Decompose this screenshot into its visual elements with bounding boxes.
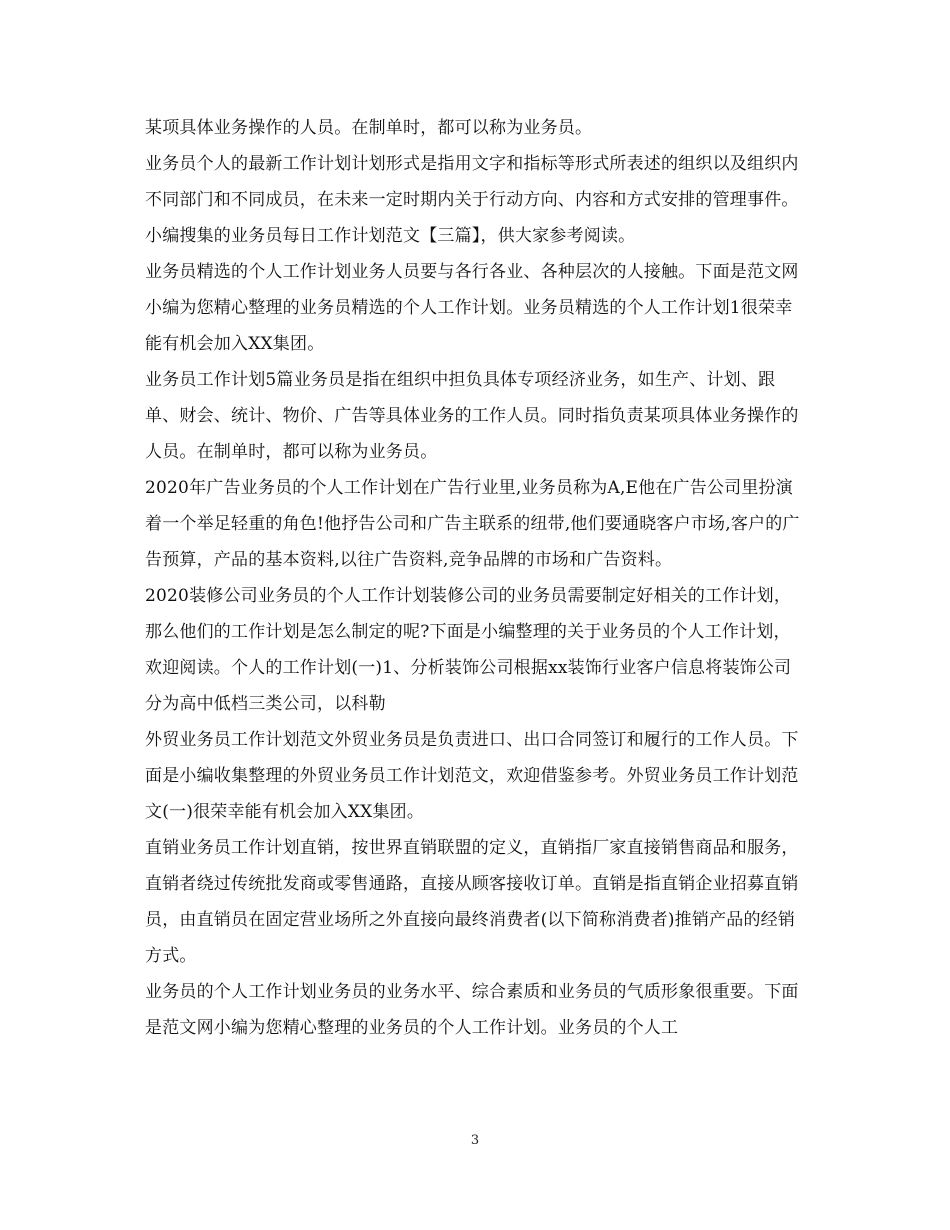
- paragraph: 某项具体业务操作的人员。在制单时，都可以称为业务员。: [145, 118, 593, 138]
- paragraph: 业务员工作计划5篇业务员是指在组织中担负具体专项经济业务，如生产、计划、跟单、财会、统计、物价、广告等具体业务的工作人员。同时指负责某项具体业务操作的人员。在制单时，都可以称为业务员。: [145, 370, 799, 462]
- paragraph: 2020年广告业务员的个人工作计划在广告行业里,业务员称为A,E他在广告公司里扮演着一个举足轻重的角色!他抒告公司和广告主联系的纽带,他们要通晓客户市场,客户的广告预算，产品的基本资料,以往广告资料,竞争品牌的市场和广告资料。: [145, 478, 800, 570]
- paragraph: 业务员精选的个人工作计划业务人员要与各行各业、各种层次的人接触。下面是范文网小编为您精心整理的业务员精选的个人工作计划。业务员精选的个人工作计划1很荣幸能有机会加入XX集团。: [145, 262, 799, 354]
- paragraph: 业务员的个人工作计划业务员的业务水平、综合素质和业务员的气质形象很重要。下面是范文网小编为您精心整理的业务员的个人工作计划。业务员的个人工: [145, 982, 799, 1038]
- paragraph: 业务员个人的最新工作计划计划形式是指用文字和指标等形式所表述的组织以及组织内不同部门和不同成员，在未来一定时期内关于行动方向、内容和方式安排的管理事件。小编搜集的业务员每日工作计划范文【三篇】，供大家参考阅读。: [145, 154, 799, 246]
- page-number: 3: [470, 1133, 480, 1148]
- paragraph: 直销业务员工作计划直销，按世界直销联盟的定义，直销指厂家直接销售商品和服务，直销者绕过传统批发商或零售通路，直接从顾客接收订单。直销是指直销企业招募直销员，由直销员在固定营业场所之外直接向最终消费者(以下简称消费者)推销产品的经销方式。: [145, 838, 799, 966]
- paragraph: 外贸业务员工作计划范文外贸业务员是负责进口、出口合同签订和履行的工作人员。下面是小编收集整理的外贸业务员工作计划范文，欢迎借鉴参考。外贸业务员工作计划范文(一)很荣幸能有机会加入XX集团。: [145, 730, 799, 822]
- paragraph: 2020装修公司业务员的个人工作计划装修公司的业务员需要制定好相关的工作计划，那么他们的工作计划是怎么制定的呢?下面是小编整理的关于业务员的个人工作计划，欢迎阅读。个人的工作计划(一)1、分析装饰公司根据xx装饰行业客户信息将装饰公司分为高中低档三类公司，以科勒: [145, 586, 792, 714]
- document-body: [145, 110, 805, 1046]
